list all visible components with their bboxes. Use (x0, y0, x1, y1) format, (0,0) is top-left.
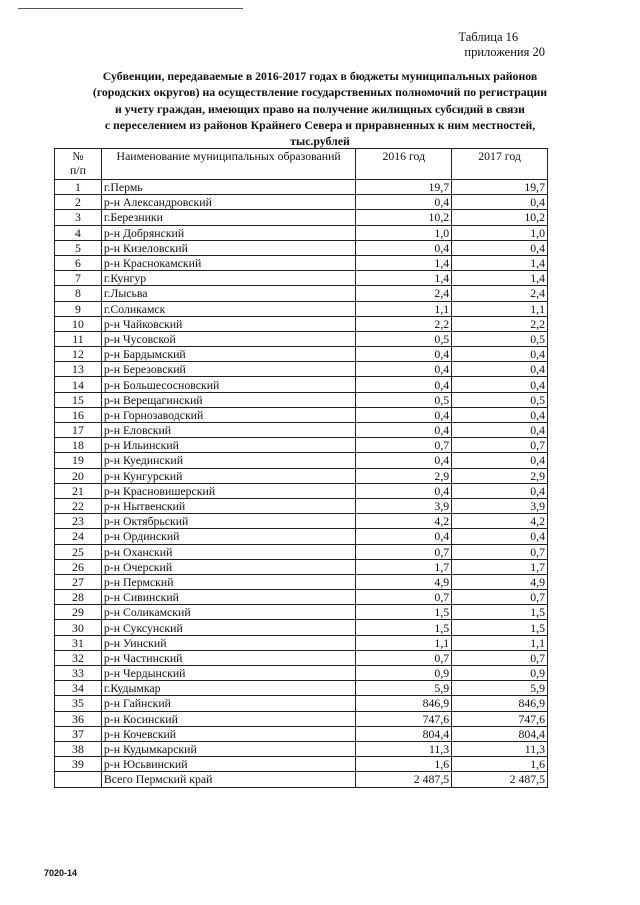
value-2017: 0,4 (452, 195, 548, 210)
value-2017: 1,1 (452, 301, 548, 316)
municipality-name: р-н Чайковский (101, 316, 356, 331)
table-row (55, 271, 548, 286)
value-2017: 0,5 (452, 392, 548, 407)
municipality-name: г.Пермь (101, 180, 356, 195)
row-number: 35 (55, 696, 102, 711)
value-2016: 1,7 (356, 559, 452, 574)
row-number: 18 (55, 438, 102, 453)
value-2017: 4,2 (452, 514, 548, 529)
value-2017: 747,6 (452, 711, 548, 726)
municipality-name: р-н Большесосновский (101, 377, 356, 392)
municipality-name: р-н Нытвенский (101, 498, 356, 513)
row-number: 9 (55, 301, 102, 316)
table-row (55, 438, 548, 453)
value-2016: 1,6 (356, 757, 452, 772)
municipality-name: р-н Соликамский (101, 605, 356, 620)
row-number: 20 (55, 468, 102, 483)
municipality-name: р-н Пермский (101, 574, 356, 589)
column-header-2016: 2016 год (356, 149, 452, 180)
value-2016: 0,4 (356, 347, 452, 362)
value-2017: 4,9 (452, 574, 548, 589)
value-2016: 0,4 (356, 529, 452, 544)
table-row (55, 453, 548, 468)
value-2017: 0,9 (452, 666, 548, 681)
row-number: 19 (55, 453, 102, 468)
municipality-name: р-н Александровский (101, 195, 356, 210)
title-line: (городских округов) на осуществление государственных полномочий по регистрации (92, 85, 548, 100)
table-row (55, 574, 548, 589)
municipality-name: г.Кудымкар (101, 681, 356, 696)
table-row (55, 650, 548, 665)
municipality-name: р-н Бардымский (101, 347, 356, 362)
row-number: 34 (55, 681, 102, 696)
row-number: 10 (55, 316, 102, 331)
municipality-name: р-н Кунгурский (101, 468, 356, 483)
municipality-name: г.Соликамск (101, 301, 356, 316)
value-2016: 0,5 (356, 392, 452, 407)
document-title (60, 68, 580, 149)
value-2016: 1,4 (356, 255, 452, 270)
title-line: с переселением из районов Крайнего Севера и приравненных к ним местностей, (104, 117, 536, 132)
municipality-name: р-н Куединский (101, 453, 356, 468)
value-2016: 0,7 (356, 438, 452, 453)
total-2016: 2 487,5 (356, 772, 452, 787)
value-2016: 11,3 (356, 741, 452, 756)
value-2017: 2,2 (452, 316, 548, 331)
municipality-name: р-н Гайнский (101, 696, 356, 711)
row-number: 13 (55, 362, 102, 377)
value-2016: 19,7 (356, 180, 452, 195)
value-2016: 1,5 (356, 605, 452, 620)
municipality-name: р-н Добрянский (101, 225, 356, 240)
value-2017: 19,7 (452, 180, 548, 195)
row-number: 28 (55, 590, 102, 605)
value-2017: 0,7 (452, 650, 548, 665)
value-2016: 1,4 (356, 271, 452, 286)
value-2017: 10,2 (452, 210, 548, 225)
value-2016: 0,4 (356, 453, 452, 468)
table-row (55, 666, 548, 681)
row-number: 6 (55, 255, 102, 270)
document-code: 7020-14 (44, 868, 78, 878)
value-2016: 0,4 (356, 240, 452, 255)
row-number: 7 (55, 271, 102, 286)
table-row (55, 316, 548, 331)
value-2017: 1,7 (452, 559, 548, 574)
value-2016: 1,0 (356, 225, 452, 240)
table-row (55, 225, 548, 240)
value-2017: 0,4 (452, 407, 548, 422)
row-number: 3 (55, 210, 102, 225)
municipality-name: р-н Горнозаводский (101, 407, 356, 422)
row-number: 36 (55, 711, 102, 726)
municipality-name: р-н Чердынский (101, 666, 356, 681)
row-number: 21 (55, 483, 102, 498)
row-number: 27 (55, 574, 102, 589)
table-row (55, 559, 548, 574)
row-number: 15 (55, 392, 102, 407)
row-number: 30 (55, 620, 102, 635)
value-2017: 0,4 (452, 362, 548, 377)
value-2016: 2,4 (356, 286, 452, 301)
row-number: 16 (55, 407, 102, 422)
row-number: 5 (55, 240, 102, 255)
table-number: Таблица 16 (458, 30, 519, 44)
municipality-name: р-н Косинский (101, 711, 356, 726)
value-2016: 5,9 (356, 681, 452, 696)
municipality-name: р-н Очерский (101, 559, 356, 574)
table-row (55, 741, 548, 756)
value-2016: 4,9 (356, 574, 452, 589)
municipality-name: р-н Кочевский (101, 726, 356, 741)
table-header-row (55, 149, 548, 180)
value-2016: 1,5 (356, 620, 452, 635)
row-number: 24 (55, 529, 102, 544)
value-2016: 2,9 (356, 468, 452, 483)
row-number: 32 (55, 650, 102, 665)
column-header-number: № п/п (55, 149, 102, 180)
table-row (55, 498, 548, 513)
table-body (55, 180, 548, 788)
table-row (55, 180, 548, 195)
table-row (55, 407, 548, 422)
municipality-name: р-н Оханский (101, 544, 356, 559)
row-number: 37 (55, 726, 102, 741)
municipality-name: р-н Березовский (101, 362, 356, 377)
table-row (55, 605, 548, 620)
total-row (55, 772, 548, 787)
value-2017: 0,7 (452, 544, 548, 559)
row-number: 29 (55, 605, 102, 620)
municipality-name: р-н Ординский (101, 529, 356, 544)
table-row (55, 347, 548, 362)
row-number: 25 (55, 544, 102, 559)
value-2017: 804,4 (452, 726, 548, 741)
value-2017: 0,4 (452, 377, 548, 392)
value-2017: 1,5 (452, 605, 548, 620)
row-number: 23 (55, 514, 102, 529)
table-row (55, 286, 548, 301)
value-2017: 0,5 (452, 331, 548, 346)
table-row (55, 240, 548, 255)
table-row (55, 255, 548, 270)
value-2017: 3,9 (452, 498, 548, 513)
municipality-name: р-н Верещагинский (101, 392, 356, 407)
municipality-name: р-н Еловский (101, 423, 356, 438)
value-2017: 2,4 (452, 286, 548, 301)
table-row (55, 362, 548, 377)
municipality-name: г.Кунгур (101, 271, 356, 286)
value-2017: 846,9 (452, 696, 548, 711)
table-row (55, 377, 548, 392)
table-row (55, 301, 548, 316)
municipality-name: р-н Октябрьский (101, 514, 356, 529)
total-number-cell (55, 772, 102, 787)
table-row (55, 590, 548, 605)
municipality-name: р-н Краснокамский (101, 255, 356, 270)
title-line: Субвенции, передаваемые в 2016-2017 годах в бюджеты муниципальных районов (102, 69, 538, 83)
row-number: 4 (55, 225, 102, 240)
value-2016: 3,9 (356, 498, 452, 513)
value-2016: 0,4 (356, 195, 452, 210)
table-row (55, 635, 548, 650)
municipality-name: р-н Чусовской (101, 331, 356, 346)
table-row (55, 620, 548, 635)
value-2017: 1,4 (452, 271, 548, 286)
table-row (55, 681, 548, 696)
value-2016: 0,7 (356, 544, 452, 559)
row-number: 17 (55, 423, 102, 438)
value-2016: 0,7 (356, 650, 452, 665)
table-reference (458, 30, 545, 60)
table-row (55, 468, 548, 483)
table-row (55, 544, 548, 559)
value-2016: 0,5 (356, 331, 452, 346)
value-2016: 747,6 (356, 711, 452, 726)
column-header-2017: 2017 год (452, 149, 548, 180)
municipality-name: р-н Кудымкарский (101, 741, 356, 756)
municipality-name: г.Лысьва (101, 286, 356, 301)
top-scan-line (18, 8, 243, 9)
value-2016: 1,1 (356, 301, 452, 316)
value-2016: 804,4 (356, 726, 452, 741)
value-2017: 1,4 (452, 255, 548, 270)
title-units: тыс.рублей (290, 134, 350, 149)
table-row (55, 392, 548, 407)
table-row (55, 210, 548, 225)
table-row (55, 195, 548, 210)
value-2016: 10,2 (356, 210, 452, 225)
municipality-name: р-н Юсьвинский (101, 757, 356, 772)
table-row (55, 711, 548, 726)
value-2016: 0,4 (356, 377, 452, 392)
value-2017: 0,4 (452, 423, 548, 438)
row-number: 11 (55, 331, 102, 346)
table-row (55, 514, 548, 529)
value-2017: 1,5 (452, 620, 548, 635)
value-2016: 0,9 (356, 666, 452, 681)
value-2016: 1,1 (356, 635, 452, 650)
table-row (55, 483, 548, 498)
row-number: 22 (55, 498, 102, 513)
municipality-name: р-н Кизеловский (101, 240, 356, 255)
table-row (55, 529, 548, 544)
row-number: 1 (55, 180, 102, 195)
municipality-name: г.Березники (101, 210, 356, 225)
subventions-table (54, 148, 548, 788)
table-row (55, 726, 548, 741)
municipality-name: р-н Частинский (101, 650, 356, 665)
table-row (55, 423, 548, 438)
table-row (55, 696, 548, 711)
row-number: 31 (55, 635, 102, 650)
value-2017: 5,9 (452, 681, 548, 696)
table-row (55, 757, 548, 772)
value-2016: 0,7 (356, 590, 452, 605)
row-number: 12 (55, 347, 102, 362)
value-2016: 4,2 (356, 514, 452, 529)
value-2016: 0,4 (356, 407, 452, 422)
value-2017: 0,4 (452, 529, 548, 544)
row-number: 8 (55, 286, 102, 301)
title-line: и учету граждан, имеющих право на получение жилищных субсидий в связи (115, 101, 525, 116)
table-row (55, 331, 548, 346)
value-2017: 1,1 (452, 635, 548, 650)
row-number: 39 (55, 757, 102, 772)
value-2016: 0,4 (356, 362, 452, 377)
municipality-name: р-н Красновишерский (101, 483, 356, 498)
total-2017: 2 487,5 (452, 772, 548, 787)
appendix-reference: приложения 20 (464, 45, 545, 59)
value-2016: 2,2 (356, 316, 452, 331)
row-number: 33 (55, 666, 102, 681)
municipality-name: р-н Суксунский (101, 620, 356, 635)
value-2016: 846,9 (356, 696, 452, 711)
row-number: 38 (55, 741, 102, 756)
row-number: 26 (55, 559, 102, 574)
value-2017: 2,9 (452, 468, 548, 483)
value-2017: 1,6 (452, 757, 548, 772)
value-2017: 0,4 (452, 347, 548, 362)
municipality-name: р-н Уинский (101, 635, 356, 650)
column-header-name: Наименование муниципальных образований (101, 149, 356, 180)
value-2017: 0,4 (452, 240, 548, 255)
value-2017: 0,7 (452, 590, 548, 605)
row-number: 2 (55, 195, 102, 210)
value-2017: 0,4 (452, 483, 548, 498)
value-2017: 1,0 (452, 225, 548, 240)
row-number: 14 (55, 377, 102, 392)
value-2017: 0,4 (452, 453, 548, 468)
value-2016: 0,4 (356, 423, 452, 438)
value-2017: 0,7 (452, 438, 548, 453)
value-2017: 11,3 (452, 741, 548, 756)
municipality-name: р-н Ильинский (101, 438, 356, 453)
municipality-name: р-н Сивинский (101, 590, 356, 605)
total-label: Всего Пермский край (101, 772, 356, 787)
value-2016: 0,4 (356, 483, 452, 498)
